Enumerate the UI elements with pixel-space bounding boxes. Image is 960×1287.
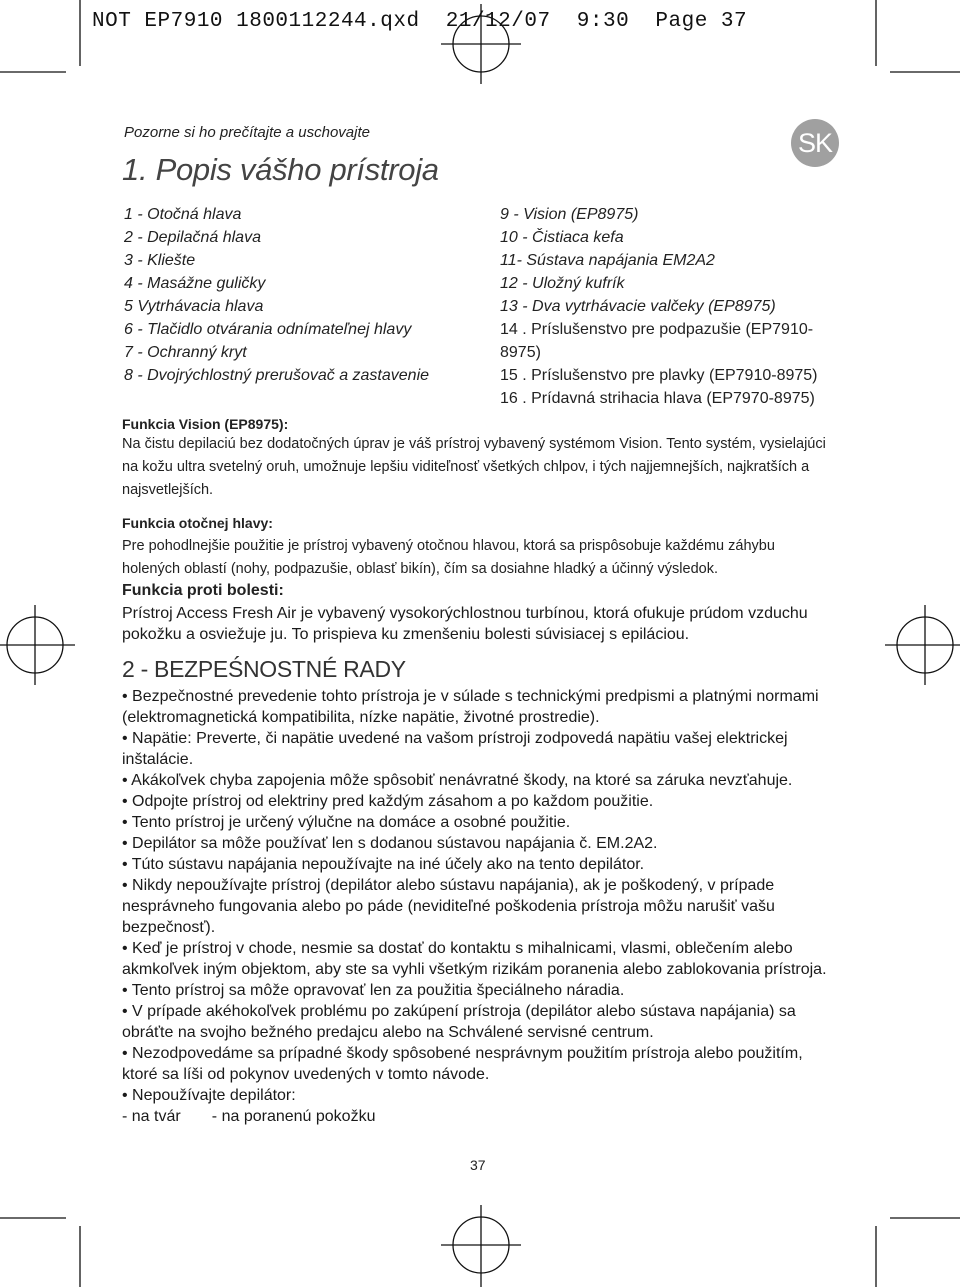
list-item: • Tento prístroj sa môže opravovať len za použitia špeciálneho náradia.: [122, 982, 625, 999]
list-item: - na tvár - na poranenú pokožku: [122, 1108, 376, 1125]
list-item: • Akákoľvek chyba zapojenia môže spôsobiť nenávratné škody, na ktoré sa záruka nevzťahuje.: [122, 772, 793, 789]
anti-pain-text: Prístroj Access Fresh Air je vybavený vysokorýchlostnou turbínou, ktorá ofukuje prúdom vzduchu pokožku a osviežuje ju. To prispieva ku zmenšeniu bolesti súvisiacej s epiláciou.: [122, 605, 808, 643]
list-item: • Keď je prístroj v chode, nesmie sa dostať do kontaktu s mihalnicami, vlasmi, oblečením alebo akmkoľvek iným objektom, aby ste sa vyhli všetkým rizikám poranenia alebo zablokovania prístroja.: [122, 940, 827, 978]
list-item: • Bezpečnostné prevedenie tohto prístroja je v súlade s technickými predpismi a platnými normami (elektromagnetická kompatibilita, nízke napätie, životné prostredie).: [122, 688, 819, 726]
list-item: 5 Vytrhávacia hlava: [124, 298, 264, 315]
list-item: 7 - Ochranný kryt: [124, 344, 247, 361]
list-item: • Odpojte prístroj od elektriny pred každým zásahom a po každom použitie.: [122, 793, 654, 810]
list-item: • Depilátor sa môže používať len s dodanou sústavou napájania č. EM.2A2.: [122, 835, 658, 852]
safety-heading: 2 - BEZPEŚNOSTNÉ RADY: [122, 656, 406, 682]
list-item: • Nezodpovedáme sa prípadné škody spôsobené nesprávnym použitím prístroja alebo použitím, ktoré sa líši od pokynov uvedených v tomto návode.: [122, 1045, 803, 1083]
page-title: 1. Popis vášho prístroja: [122, 152, 439, 187]
language-badge: SK: [791, 119, 839, 167]
print-header: NOT EP7910 1800112244.qxd 21/12/07 9:30 Page 37: [92, 10, 748, 33]
vision-text: Na čistu depilaciú bez dodatočných úprav je váš prístroj vybavený systémom Vision. Tento systém, vysielajúci na kožu ultra svetelný oruh, umožnuje lepšiu viditeľnosť všetkých chlpov, i tých najjemnejších, najkratších a najsvetlejších.: [122, 436, 826, 498]
list-item: • Nikdy nepoužívajte prístroj (depilátor alebo sústavu napájania), ak je poškodený, v prípade nesprávneho fungovania alebo po páde (neviditeľné poškodenia prístroja môžu narušiť vašu bezpečnosť).: [122, 877, 775, 936]
list-item: 11- Sústava napájania EM2A2: [500, 252, 715, 269]
list-item: • Túto sústavu napájania nepoužívajte na iné účely ako na tento depilátor.: [122, 856, 645, 873]
list-item: • Tento prístroj je určený výlučne na domáce a osobné použitie.: [122, 814, 571, 831]
list-item: 3 - Kliešte: [124, 252, 196, 269]
list-item: 12 - Uložný kufrík: [500, 275, 625, 292]
list-item: 10 - Čistiaca kefa: [500, 229, 624, 246]
list-item: • Napätie: Preverte, či napätie uvedené na vašom prístroji zodpovedá napätiu vašej elektrickej inštalácie.: [122, 730, 788, 768]
list-item: 16 . Prídavná strihacia hlava (EP7970-8975): [500, 390, 815, 407]
list-item: 8 - Dvojrýchlostný prerušovač a zastavenie: [124, 367, 430, 384]
safety-list: [122, 686, 842, 1127]
list-item: 13 - Dva vytrhávacie valčeky (EP8975): [500, 298, 776, 315]
list-item: 8975): [500, 344, 541, 361]
list-item: 2 - Depilačná hlava: [124, 229, 261, 246]
list-item: 14 . Príslušenstvo pre podpazušie (EP7910-: [500, 321, 814, 338]
parts-list-left: [124, 203, 429, 387]
list-item: 1 - Otočná hlava: [124, 206, 242, 223]
list-item: • Nepoužívajte depilátor:: [122, 1087, 296, 1104]
page-number: 37: [470, 1157, 486, 1173]
list-item: 15 . Príslušenstvo pre plavky (EP7910-8975): [500, 367, 818, 384]
list-item: 4 - Masážne guličky: [124, 275, 266, 292]
list-item: 6 - Tlačidlo otvárania odnímateľnej hlavy: [124, 321, 412, 338]
rotating-head-heading: Funkcia otočnej hlavy:: [122, 515, 273, 531]
list-item: • V prípade akéhokoľvek problému po zakúpení prístroja (depilátor alebo sústava napájania) sa obráťte na svojho bežného predajcu alebo na Schválené servisné centrum.: [122, 1003, 796, 1041]
vision-heading: Funkcia Vision (EP8975):: [122, 416, 289, 432]
anti-pain-heading: Funkcia proti bolesti:: [122, 582, 284, 599]
rotating-head-text: Pre pohodlnejšie použitie je prístroj vybavený otočnou hlavou, ktorá sa prispôsobuje každému záhybu holených oblastí (nohy, podpazušie, oblasť bikín), čím sa dosiahne hladký a účinný výsledok.: [122, 538, 775, 577]
parts-list-right: [500, 203, 818, 410]
subtitle: Pozorne si ho prečítajte a uschovajte: [124, 124, 370, 141]
list-item: 9 - Vision (EP8975): [500, 206, 639, 223]
